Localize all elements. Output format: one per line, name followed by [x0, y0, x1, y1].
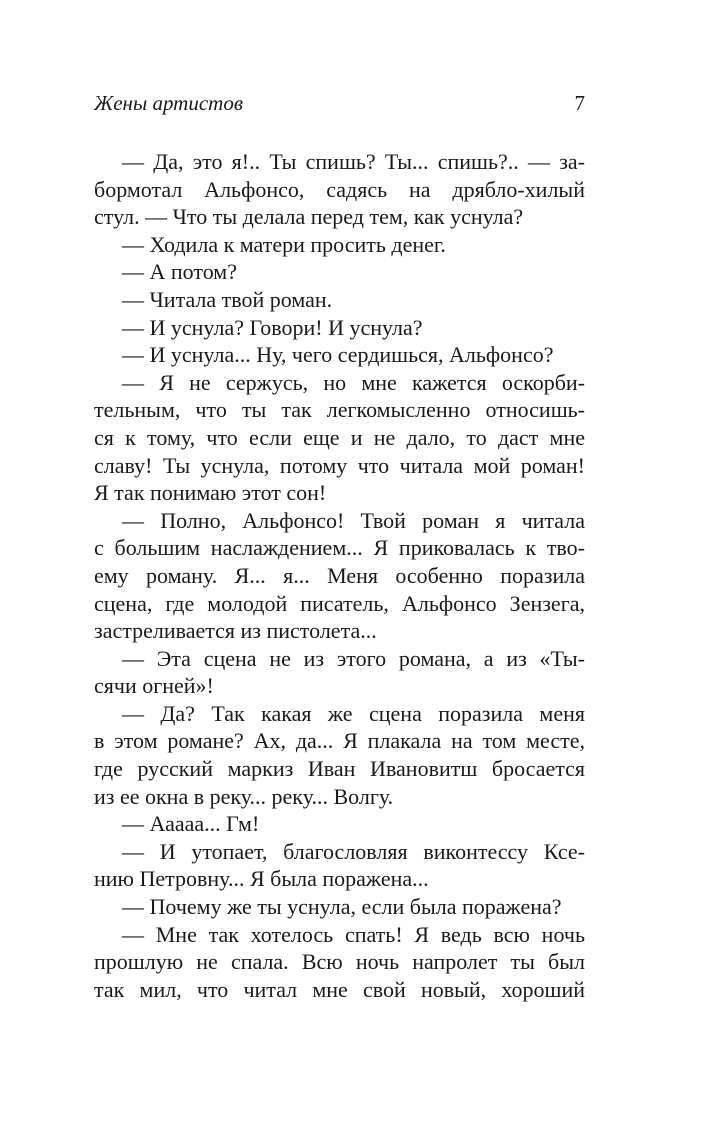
text-line: застреливается из пистолета... — [94, 618, 377, 644]
text-line: — Ааааа... Гм! — [122, 811, 260, 837]
text-line: так мил, что читал мне свой новый, хороший — [94, 976, 585, 1002]
text-line: из ее окна в реку... реку... Волгу. — [94, 783, 394, 809]
text-line: прошлую не спала. Всю ночь напролет ты был — [94, 949, 585, 975]
text-line: где русский маркиз Иван Ивановитш бросается — [94, 756, 585, 782]
text-line: ему роману. Я... я... Меня особенно поразила — [94, 562, 585, 588]
text-line: — Да? Так какая же сцена поразила меня — [122, 700, 585, 726]
text-line: — Читала твой роман. — [122, 286, 333, 312]
text-line: стул. — Что ты делала перед тем, как уснула? — [94, 204, 524, 230]
text-line: — Эта сцена не из этого романа, а из «Ты- — [122, 645, 585, 671]
text-line: Я так понимаю этот сон! — [94, 480, 327, 506]
text-line: славу! Ты уснула, потому что читала мой роман! — [94, 452, 585, 478]
text-line: в этом романе? Ах, да... Я плакала на том месте, — [94, 728, 585, 754]
text-line: нию Петровну... Я была поражена... — [94, 866, 429, 892]
text-line: — А потом? — [122, 259, 237, 285]
text-line: ся к тому, что если еще и не дало, то даст мне — [94, 424, 585, 450]
text-line: — И утопает, благословляя виконтессу Ксе- — [122, 838, 585, 864]
running-title: Жены артистов — [94, 91, 243, 115]
text-line: — И уснула? Говори! И уснула? — [122, 314, 423, 340]
text-line: — Я не сержусь, но мне кажется оскорби- — [122, 369, 585, 395]
text-line: — Да, это я!.. Ты спишь? Ты... спишь?.. — за- — [122, 149, 585, 174]
text-line: тельным, что ты так легкомысленно относишь- — [94, 397, 585, 423]
page-number: 7 — [574, 91, 585, 115]
text-line: — Ходила к матери просить денег. — [122, 231, 446, 257]
text-line: — Полно, Альфонсо! Твой роман я читала — [122, 507, 585, 533]
running-head — [94, 88, 585, 118]
text-line: с большим наслаждением... Я приковалась к тво- — [94, 535, 585, 561]
text-line: бормотал Альфонсо, садясь на дрябло-хилый — [94, 176, 585, 202]
text-line: сячи огней»! — [94, 673, 214, 699]
text-line: сцена, где молодой писатель, Альфонсо Зензега, — [94, 590, 585, 616]
body-text — [94, 148, 585, 1003]
text-line: — Почему же ты уснула, если была поражена? — [122, 894, 562, 920]
text-line: — Мне так хотелось спать! Я ведь всю ночь — [122, 921, 585, 947]
text-line: — И уснула... Ну, чего сердишься, Альфонсо? — [122, 342, 554, 368]
